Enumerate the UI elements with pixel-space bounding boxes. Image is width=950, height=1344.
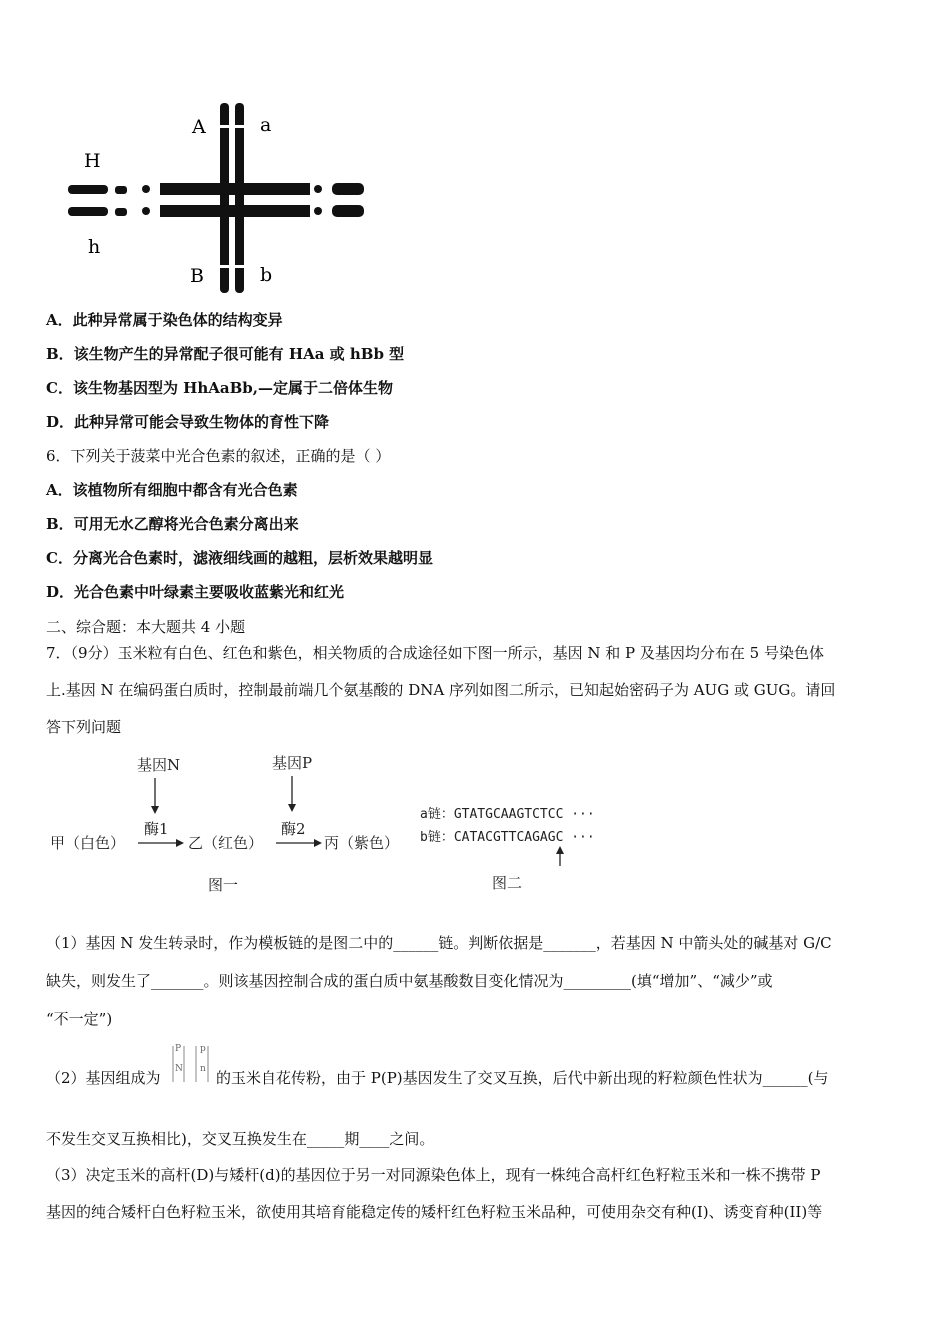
q7-part2-before: （2）基因组成为 xyxy=(46,1069,161,1087)
q6-option-b: B．可用无水乙醇将光合色素分离出来 xyxy=(46,515,299,533)
q7-stem-line-3: 答下列问题 xyxy=(46,718,122,736)
label-b: b xyxy=(260,264,273,286)
enzyme1-label: 酶1 xyxy=(144,820,169,838)
pathway-figure xyxy=(40,748,640,898)
q5-option-c: C．该生物基因型为 HhAaBb,—定属于二倍体生物 xyxy=(46,379,393,397)
q7-part1-line-1: （1）基因 N 发生转录时，作为模板链的是图二中的______链。判断依据是_______，若基因 N 中箭头处的碱基对 G/C xyxy=(46,934,832,952)
q7-stem-line-1: 7．（9分）玉米粒有白色、红色和紫色，相关物质的合成途径如下图一所示，基因 N 和 P 及基因均分布在 5 号染色体 xyxy=(46,644,824,662)
label-h: h xyxy=(88,236,101,258)
genotype-p-left: P xyxy=(175,1044,182,1054)
substance-jia: 甲（白色） xyxy=(50,834,126,852)
q6-option-a: A．该植物所有细胞中都含有光合色素 xyxy=(46,481,298,499)
genotype-lines xyxy=(172,1042,216,1088)
q6-option-d: D．光合色素中叶绿素主要吸收蓝紫光和红光 xyxy=(46,583,345,601)
strand-b: b链：CATACGTTCAGAGC ··· xyxy=(420,830,595,845)
strand-a: a链：GTATGCAAGTCTCC ··· xyxy=(420,807,595,822)
label-a: a xyxy=(260,114,272,136)
section-heading: 二、综合题：本大题共 4 小题 xyxy=(46,618,246,636)
figure1-caption: 图一 xyxy=(208,876,239,894)
q7-part1-line-3: “不一定”) xyxy=(46,1010,113,1028)
label-H: H xyxy=(84,150,101,172)
q7-part2-after: 的玉米自花传粉，由于 P(P)基因发生了交叉互换，后代中新出现的籽粒颜色性状为______(与 xyxy=(216,1069,829,1087)
genotype-n-left: N xyxy=(175,1064,183,1074)
q7-part3-line-2: 基因的纯合矮杆白色籽粒玉米，欲使用其培育能稳定传的矮杆红色籽粒玉米品种，可使用杂交有种(I)、诱变育种(II)等 xyxy=(46,1203,823,1221)
genotype-n-right: n xyxy=(200,1064,206,1074)
q5-option-a: A．此种异常属于染色体的结构变异 xyxy=(46,311,283,329)
q7-stem-line-2: 上.基因 N 在编码蛋白质时，控制最前端几个氨基酸的 DNA 序列如图二所示，已知起始密码子为 AUG 或 GUG。请回 xyxy=(46,681,836,699)
gene-p-label: 基因P xyxy=(272,754,313,772)
label-A: A xyxy=(192,116,206,138)
genotype-figure xyxy=(172,1042,216,1088)
q7-part2-line-2: 不发生交叉互换相比)，交叉互换发生在_____期____之间。 xyxy=(46,1130,435,1148)
figure2-caption: 图二 xyxy=(492,874,523,892)
q6-option-c: C．分离光合色素时，滤液细线画的越粗，层析效果越明显 xyxy=(46,549,433,567)
chromosome-figure xyxy=(60,95,380,300)
enzyme2-label: 酶2 xyxy=(281,820,306,838)
substance-yi: 乙（红色） xyxy=(188,834,264,852)
q7-part3-line-1: （3）决定玉米的高杆(D)与矮杆(d)的基因位于另一对同源染色体上，现有一株纯合高杆红色籽粒玉米和一株不携带 P xyxy=(46,1166,821,1184)
q5-option-d: D．此种异常可能会导致生物体的育性下降 xyxy=(46,413,330,431)
q6-stem: 6．下列关于菠菜中光合色素的叙述，正确的是（ ） xyxy=(46,447,391,465)
genotype-p-right: p xyxy=(200,1044,206,1054)
q7-part1-line-2: 缺失，则发生了_______。则该基因控制合成的蛋白质中氨基酸数目变化情况为_________(填“增加”、“减少”或 xyxy=(46,972,773,990)
q5-option-b: B．该生物产生的异常配子很可能有 HAa 或 hBb 型 xyxy=(46,345,405,363)
gene-n-label: 基因N xyxy=(137,756,181,774)
substance-bing: 丙（紫色） xyxy=(324,834,400,852)
label-B: B xyxy=(190,265,204,287)
